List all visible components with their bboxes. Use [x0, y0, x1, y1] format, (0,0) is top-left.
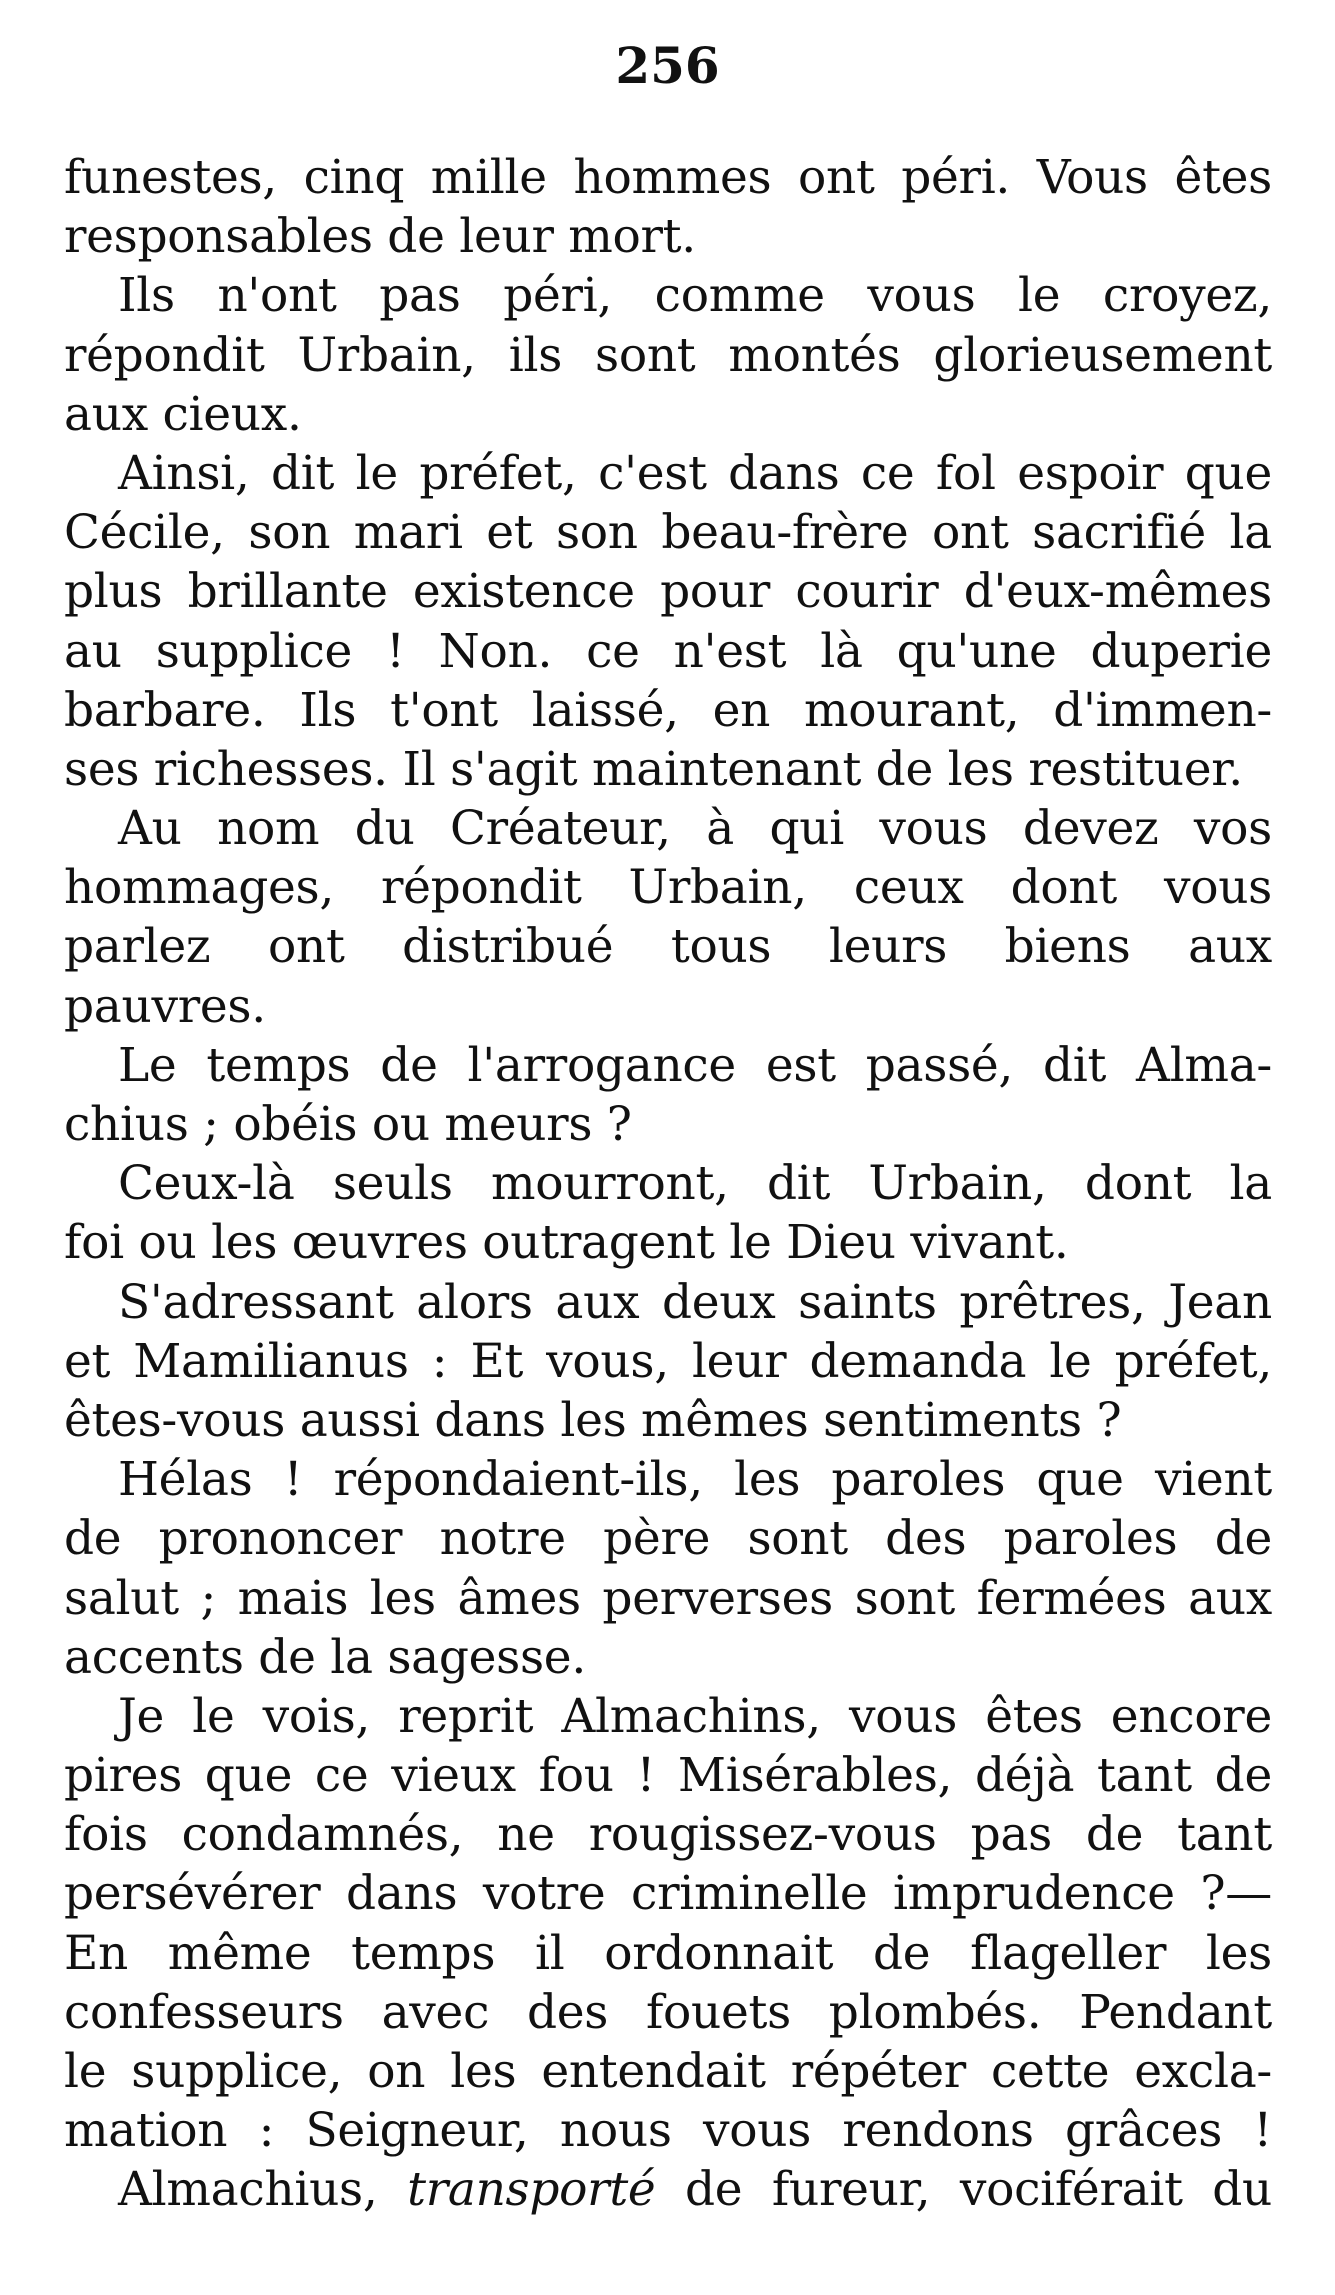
text-line: foi ou les œuvres outragent le Dieu vivant.	[64, 1215, 1069, 1271]
text-line: barbare. Ils t'ont laissé, en mourant, d'immen-	[64, 682, 1272, 738]
page-number: 256	[615, 36, 720, 95]
text-line-final	[64, 2160, 1272, 2219]
text-line: pires que ce vieux fou ! Misérables, déjà tant de	[64, 1748, 1272, 1804]
text-line: Ainsi, dit le préfet, c'est dans ce fol espoir que	[118, 445, 1272, 501]
text-line: fois condamnés, ne rougissez-vous pas de tant	[64, 1807, 1272, 1863]
text-line: pauvres.	[64, 978, 266, 1034]
line-remainder: de fureur, vociférait du	[685, 2162, 1272, 2218]
text-line: responsables de leur mort.	[64, 209, 696, 265]
text-line: répondit Urbain, ils sont montés glorieusement	[64, 327, 1272, 383]
italic-word: transporté	[407, 2162, 656, 2218]
text-line: êtes-vous aussi dans les mêmes sentiments ?	[64, 1392, 1122, 1448]
text-line: aux cieux.	[64, 386, 302, 442]
text-line: persévérer dans votre criminelle imprudence ?—	[64, 1866, 1272, 1922]
text-line: de prononcer notre père sont des paroles de	[64, 1511, 1272, 1567]
text-line: S'adressant alors aux deux saints prêtres, Jean	[118, 1274, 1272, 1330]
text-line: et Mamilianus : Et vous, leur demanda le préfet,	[64, 1333, 1272, 1389]
text-line: au supplice ! Non. ce n'est là qu'une duperie	[64, 623, 1272, 679]
text-line: Le temps de l'arrogance est passé, dit Alma-	[118, 1037, 1272, 1093]
text-line: salut ; mais les âmes perverses sont fermées aux	[64, 1570, 1272, 1626]
text-line: chius ; obéis ou meurs ?	[64, 1097, 632, 1152]
text-line: accents de la sagesse.	[64, 1629, 586, 1685]
text-line: ses richesses. Il s'agit maintenant de les restituer.	[64, 741, 1243, 797]
text-line: Cécile, son mari et son beau-frère ont sacrifié la	[64, 505, 1272, 561]
text-line: parlez ont distribué tous leurs biens aux	[64, 919, 1272, 975]
speaker-name: Almachius,	[118, 2162, 378, 2218]
text-line: Ceux-là seuls mourront, dit Urbain, dont la	[118, 1156, 1272, 1212]
text-line: funestes, cinq mille hommes ont péri. Vous êtes	[64, 150, 1272, 205]
text-line: Au nom du Créateur, à qui vous devez vos	[118, 801, 1272, 857]
text-line: Ils n'ont pas péri, comme vous le croyez,	[118, 268, 1272, 324]
text-line: plus brillante existence pour courir d'eux-mêmes	[64, 564, 1272, 620]
text-line: hommages, répondit Urbain, ceux dont vous	[64, 860, 1272, 916]
body-text	[64, 148, 1272, 2220]
text-line: En même temps il ordonnait de flageller les	[64, 1925, 1272, 1981]
text-line: confesseurs avec des fouets plombés. Pendant	[64, 1984, 1272, 2040]
text-line: mation : Seigneur, nous vous rendons grâces !	[64, 2103, 1272, 2159]
text-line: le supplice, on les entendait répéter cette excla-	[64, 2044, 1272, 2099]
text-line: Je le vois, reprit Almachins, vous êtes encore	[118, 1688, 1272, 1744]
text-line: Hélas ! répondaient-ils, les paroles que vient	[118, 1452, 1272, 1508]
